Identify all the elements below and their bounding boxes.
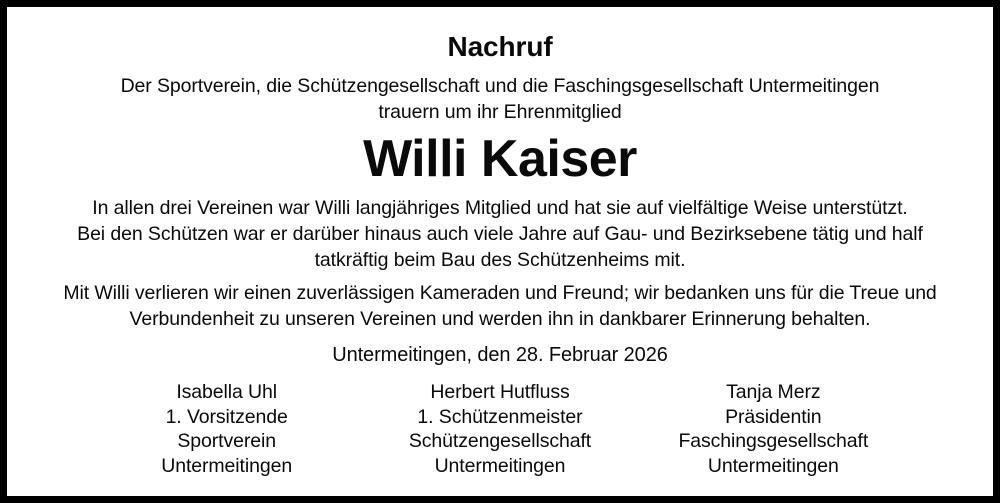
dateline: Untermeitingen, den 28. Februar 2026	[332, 344, 668, 366]
paragraph-line: Bei den Schützen war er darüber hinaus auch viele Jahre auf Gau- und Bezirksebene tätig und half	[77, 223, 923, 245]
signatory-column-faschingsgesellschaft	[637, 380, 910, 478]
paragraph-line: Verbundenheit zu unseren Vereinen und werden ihn in dankbarer Erinnerung behalten.	[129, 308, 871, 330]
signatory-place: Untermeitingen	[707, 454, 839, 477]
signatory-name: Herbert Hutfluss	[430, 381, 570, 403]
notice-title: Nachruf	[447, 31, 553, 62]
signatory-column-sportverein	[90, 380, 363, 478]
intro-line: trauern um ihr Ehrenmitglied	[378, 101, 622, 123]
intro-text	[7, 73, 993, 125]
body-paragraph-1	[7, 195, 993, 273]
signatory-organization: Faschingsgesellschaft	[678, 430, 869, 452]
paragraph-line: Mit Willi verlieren wir einen zuverlässigen Kameraden und Freund; wir bedanken uns für die Treue und	[63, 282, 937, 304]
signatory-organization: Schützengesellschaft	[408, 430, 592, 452]
signature-block	[90, 380, 910, 478]
signatory-name: Tanja Merz	[726, 381, 821, 403]
signatory-name: Isabella Uhl	[176, 381, 278, 403]
signatory-place: Untermeitingen	[161, 454, 293, 477]
signatory-role: Präsidentin	[725, 405, 822, 428]
signatory-place: Untermeitingen	[434, 454, 566, 477]
paragraph-line: In allen drei Vereinen war Willi langjähriges Mitglied und hat sie auf vielfältige Weise unterstützt.	[92, 197, 908, 219]
paragraph-line: tatkräftig beim Bau des Schützenheims mit.	[314, 249, 686, 271]
signatory-organization: Sportverein	[177, 430, 276, 452]
body-paragraph-2	[7, 280, 993, 332]
intro-line: Der Sportverein, die Schützengesellschaft und die Faschingsgesellschaft Untermeitingen	[120, 75, 880, 97]
signatory-role: 1. Schützenmeister	[417, 405, 583, 428]
signatory-column-schuetzengesellschaft	[363, 380, 636, 478]
signatory-role: 1. Vorsitzende	[165, 405, 288, 428]
deceased-name: Willi Kaiser	[363, 130, 637, 188]
